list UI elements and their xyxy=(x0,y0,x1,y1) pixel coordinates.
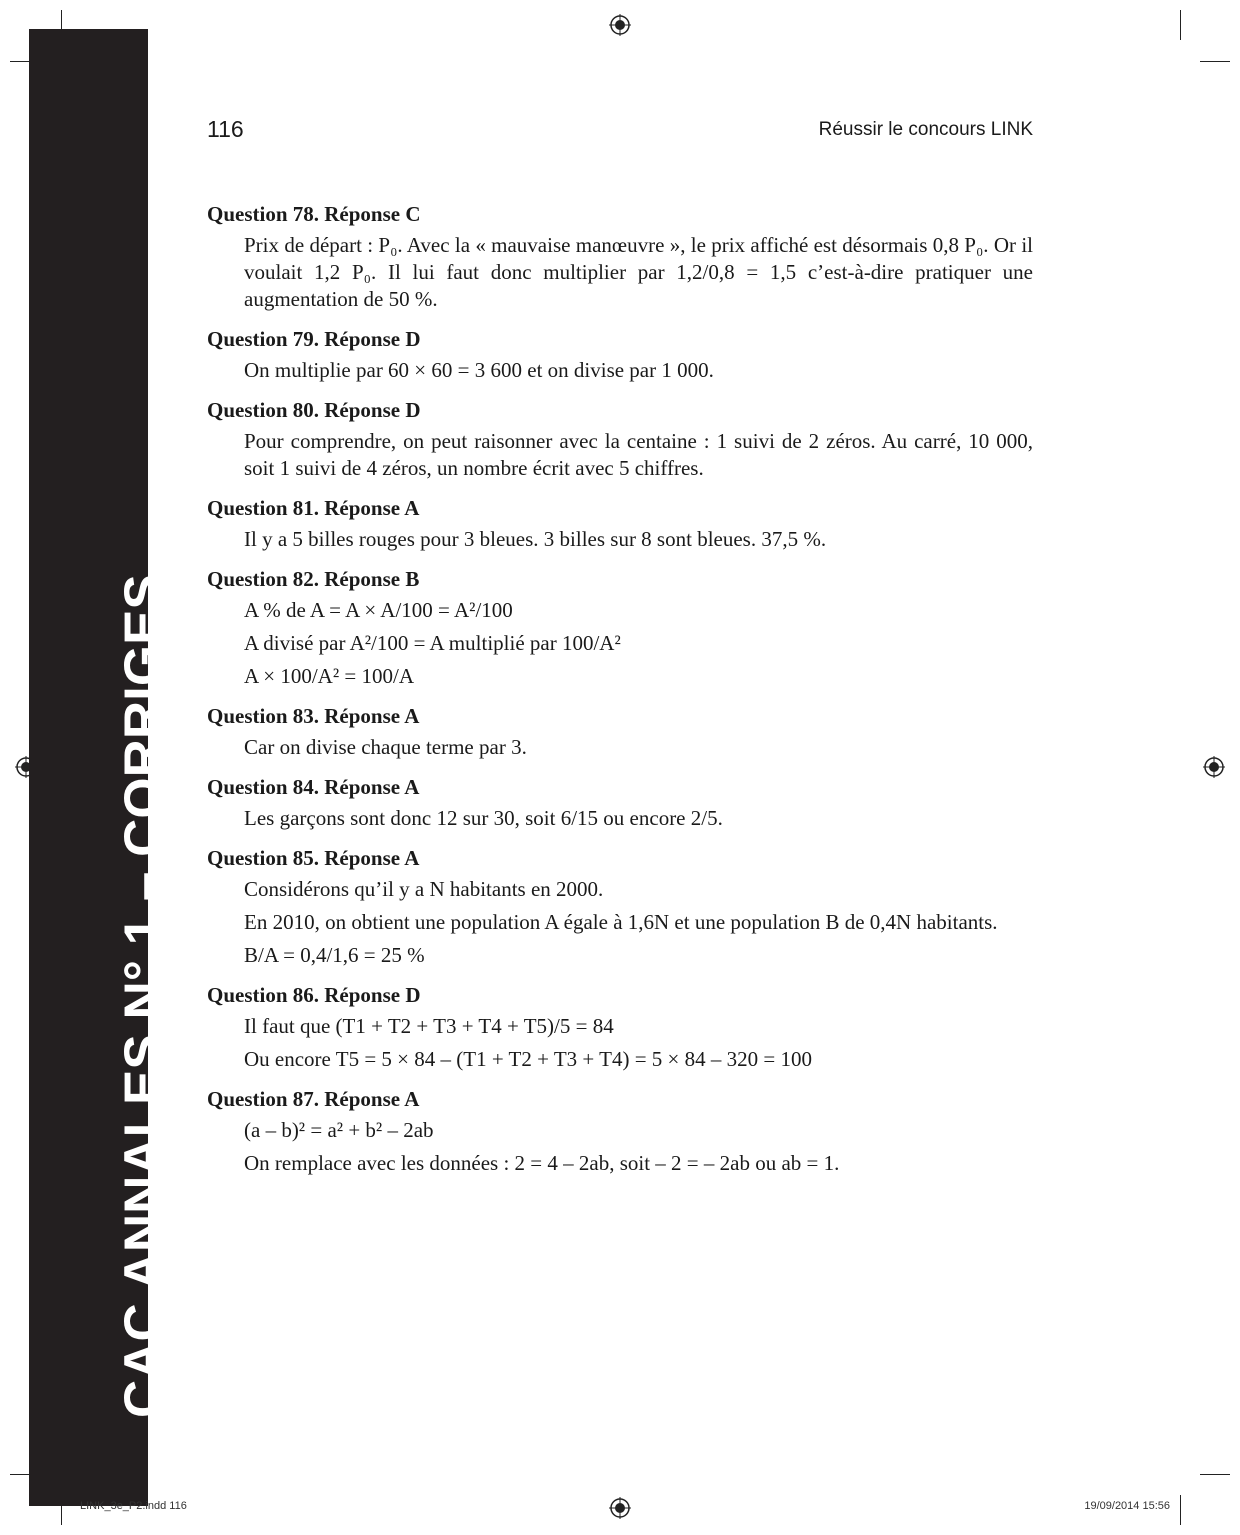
question-title: Question 81. Réponse A xyxy=(207,496,420,520)
question-block xyxy=(207,396,1033,482)
question-title: Question 78. Réponse C xyxy=(207,202,421,226)
answer-text: En 2010, on obtient une population A égale à 1,6N et une population B de 0,4N habitants. xyxy=(244,910,998,934)
answer-text: On remplace avec les données : 2 = 4 – 2ab, soit – 2 = – 2ab ou ab = 1. xyxy=(244,1151,840,1175)
question-block xyxy=(207,773,1033,832)
slug-file: LINK_3e_P2.indd 116 xyxy=(80,1500,187,1512)
sidebar-title: CAC ANNALES N° 1 – CORRIGES xyxy=(114,574,173,1418)
question-block xyxy=(207,325,1033,384)
answer-text: On multiplie par 60 × 60 = 3 600 et on divise par 1 000. xyxy=(244,358,714,382)
question-title: Question 83. Réponse A xyxy=(207,704,420,728)
question-title: Question 86. Réponse D xyxy=(207,983,421,1007)
answer-text: Il y a 5 billes rouges pour 3 bleues. 3 billes sur 8 sont bleues. 37,5 %. xyxy=(244,527,827,551)
answer-text: A % de A = A × A/100 = A²/100 xyxy=(244,598,513,622)
answer-text: Car on divise chaque terme par 3. xyxy=(244,735,527,759)
answer-text: Ou encore T5 = 5 × 84 – (T1 + T2 + T3 + T4) = 5 × 84 – 320 = 100 xyxy=(244,1047,812,1071)
question-block xyxy=(207,200,1033,313)
answer-text: Pour comprendre, on peut raisonner avec la centaine : 1 suivi de 2 zéros. Au carré, 10 000, soit 1 suivi de 4 zéros, un nombre écrit avec 5 chiffres. xyxy=(244,429,1033,480)
question-block xyxy=(207,1085,1033,1177)
question-block xyxy=(207,702,1033,761)
question-title: Question 87. Réponse A xyxy=(207,1087,420,1111)
question-block xyxy=(207,565,1033,690)
answers-list xyxy=(207,200,1033,1189)
question-title: Question 79. Réponse D xyxy=(207,327,421,351)
crop-mark xyxy=(1200,61,1230,62)
answer-text: B/A = 0,4/1,6 = 25 % xyxy=(244,943,425,967)
answer-text: Les garçons sont donc 12 sur 30, soit 6/15 ou encore 2/5. xyxy=(244,806,723,830)
registration-mark-icon xyxy=(609,14,631,36)
question-block xyxy=(207,844,1033,969)
question-title: Question 80. Réponse D xyxy=(207,398,421,422)
running-head: Réussir le concours LINK xyxy=(818,119,1033,140)
registration-mark-icon xyxy=(609,1497,631,1519)
registration-mark-icon xyxy=(1203,756,1225,778)
answer-text: Prix de départ : P₀. Avec la « mauvaise manœuvre », le prix affiché est désormais 0,8 P₀. Or il voulait 1,2 P₀. Il lui faut donc multiplier par 1,2/0,8 = 1,5 c’est-à-dire pratiquer une augmentation de 50 %. xyxy=(244,233,1033,311)
question-title: Question 85. Réponse A xyxy=(207,846,420,870)
question-block xyxy=(207,981,1033,1073)
page-number: 116 xyxy=(207,116,244,142)
question-block xyxy=(207,494,1033,553)
answer-text: A divisé par A²/100 = A multiplié par 100/A² xyxy=(244,631,621,655)
answer-text: Considérons qu’il y a N habitants en 2000. xyxy=(244,877,604,901)
question-title: Question 82. Réponse B xyxy=(207,567,420,591)
answer-text: A × 100/A² = 100/A xyxy=(244,664,414,688)
answer-text: Il faut que (T1 + T2 + T3 + T4 + T5)/5 = 84 xyxy=(244,1014,614,1038)
crop-mark xyxy=(1180,10,1181,40)
crop-mark xyxy=(1180,1495,1181,1525)
question-title: Question 84. Réponse A xyxy=(207,775,420,799)
slug-datetime: 19/09/2014 15:56 xyxy=(1084,1500,1170,1512)
answer-text: (a – b)² = a² + b² – 2ab xyxy=(244,1118,434,1142)
crop-mark xyxy=(1200,1474,1230,1475)
